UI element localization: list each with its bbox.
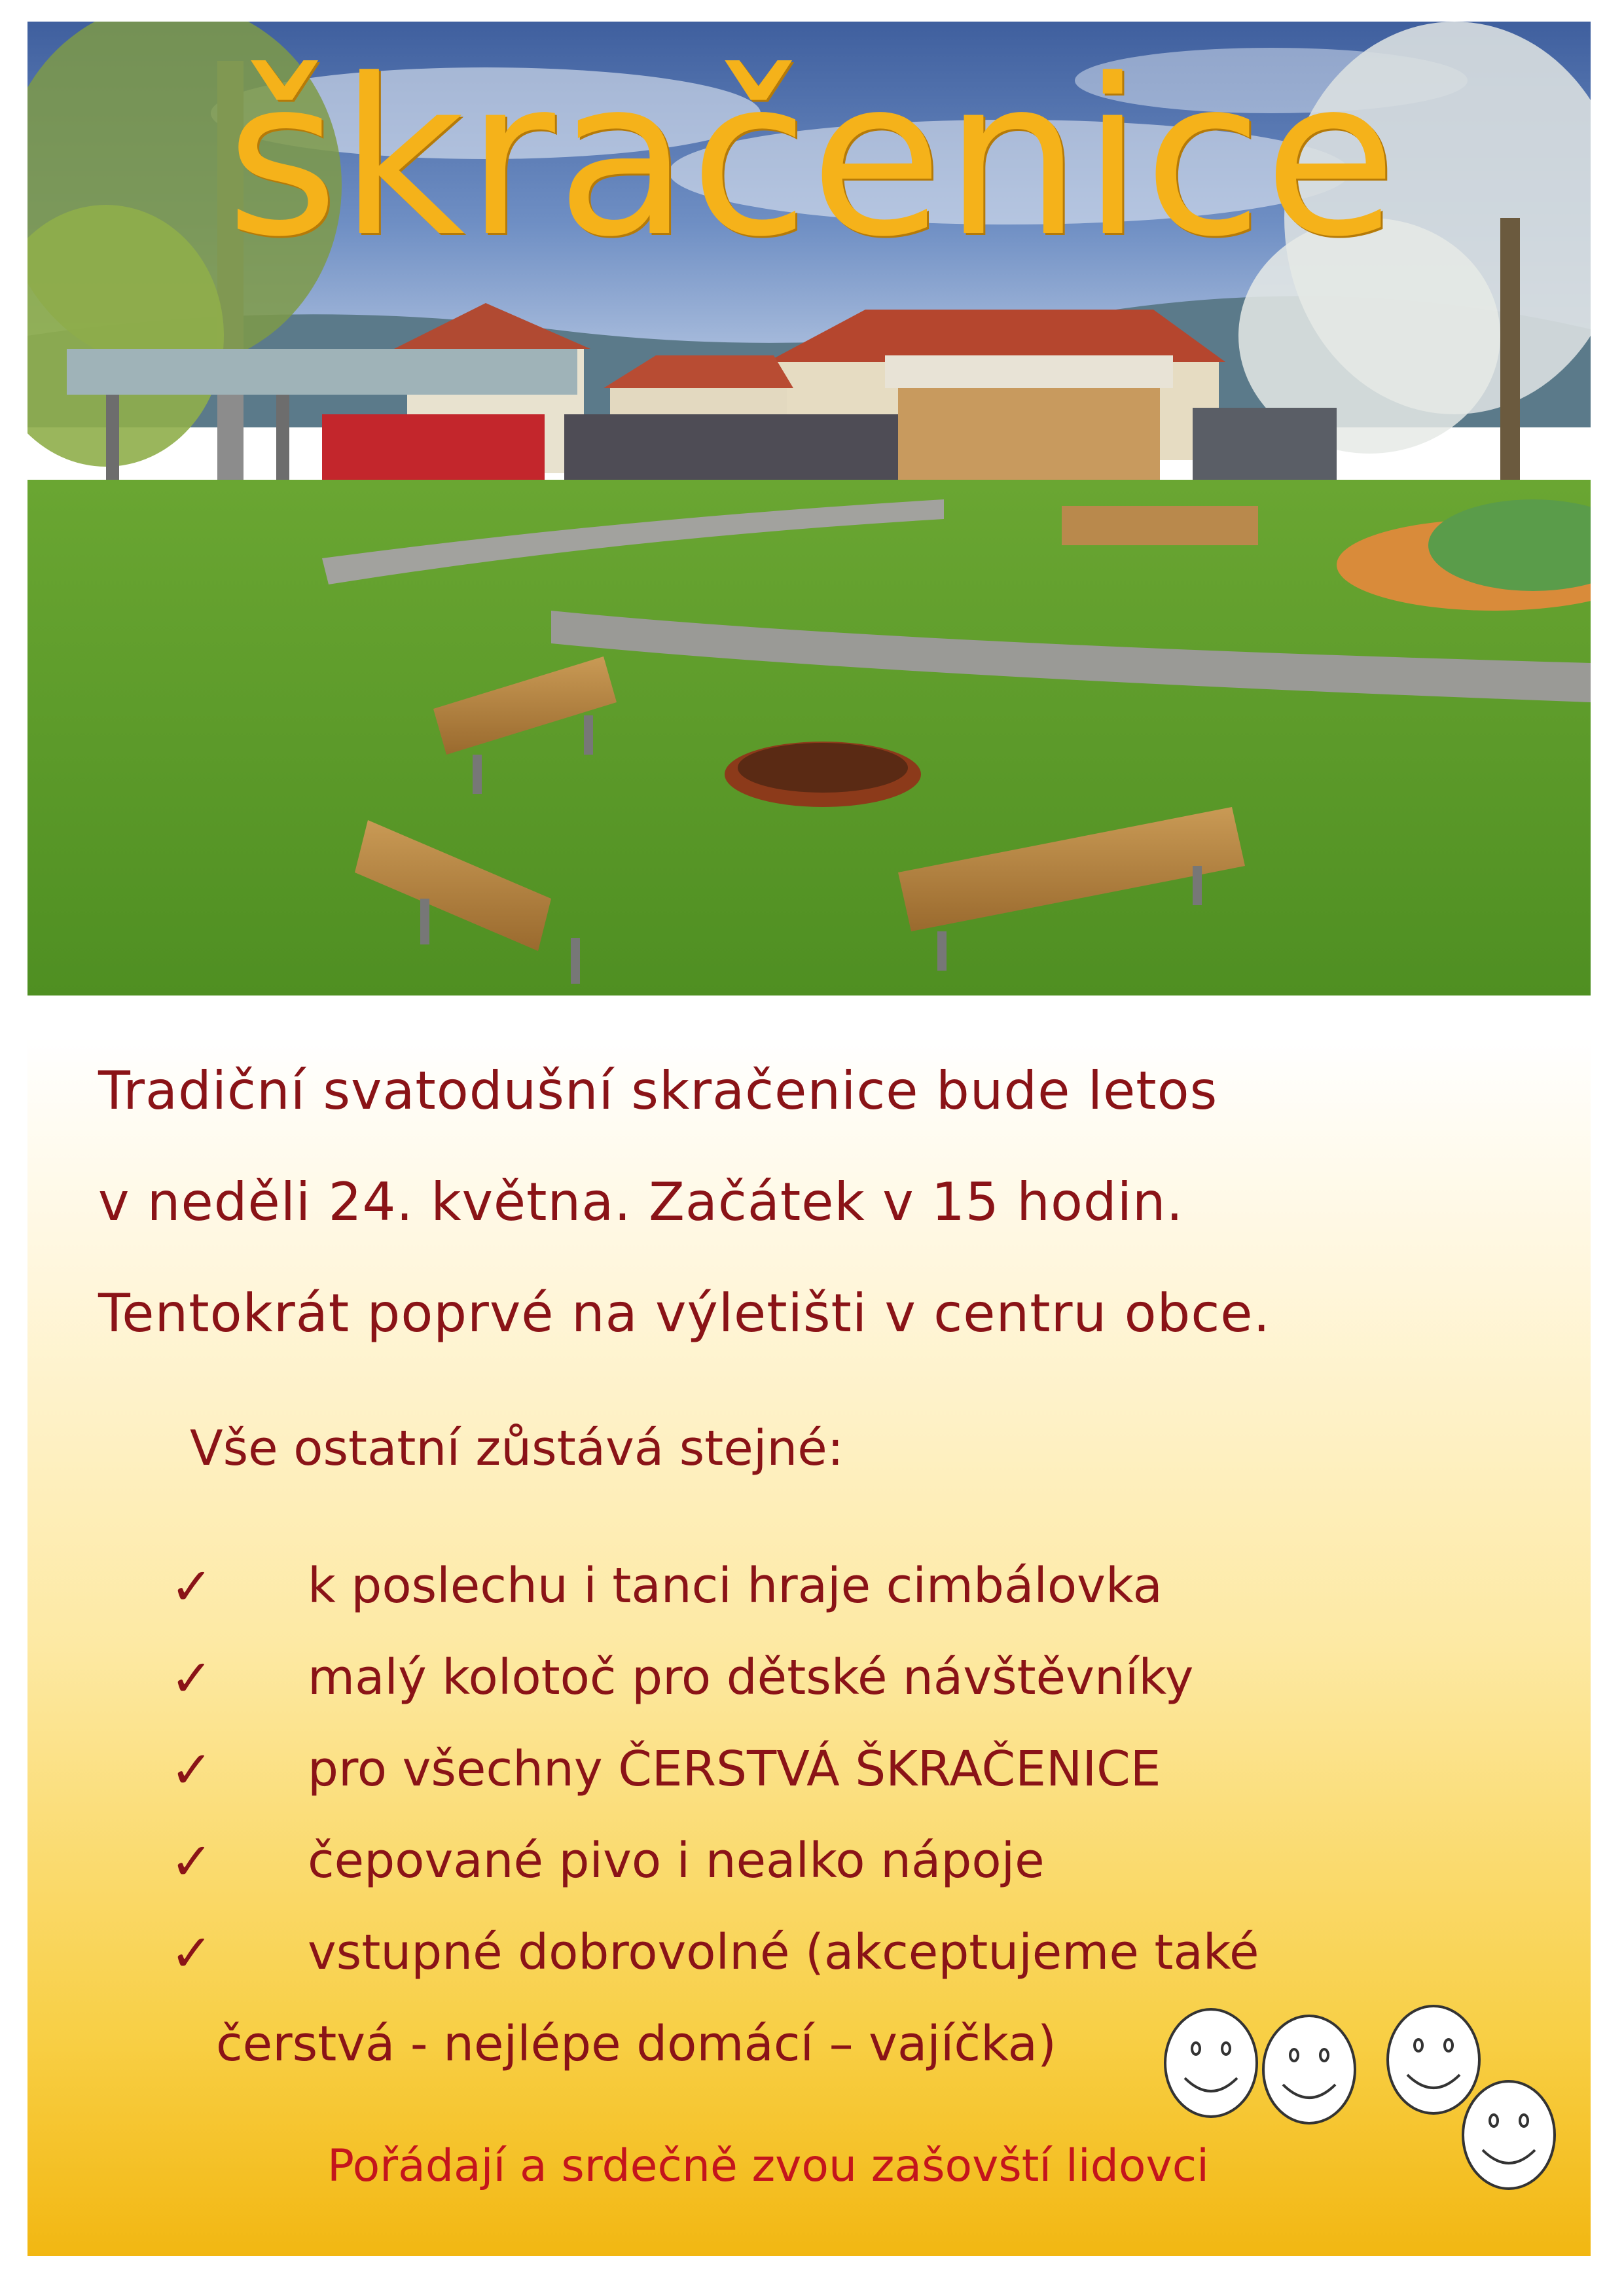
intro-line-2: v neděli 24. května. Začátek v 15 hodin.: [98, 1172, 1184, 1232]
list-item: k poslechu i tanci hraje cimbálovka: [308, 1558, 1163, 1614]
check-icon: ✓: [170, 1924, 213, 1983]
list-item: čepované pivo i nealko nápoje: [308, 1833, 1045, 1889]
list-item: vstupné dobrovolné (akceptujeme také: [308, 1924, 1259, 1981]
check-icon: ✓: [170, 1649, 213, 1708]
intro-line-3: Tentokrát poprvé na výletišti v centru obce.: [98, 1283, 1271, 1344]
list-item: malý kolotoč pro dětské návštěvníky: [308, 1649, 1194, 1706]
page-title: škračenice: [226, 33, 1398, 284]
subheading: Vše ostatní zůstává stejné:: [190, 1420, 844, 1477]
smiley-icon: [1460, 2078, 1558, 2193]
check-icon: ✓: [170, 1741, 213, 1800]
list-item-continuation: čerstvá - nejlépe domácí – vajíčka): [216, 2016, 1056, 2072]
list-item: pro všechny ČERSTVÁ ŠKRAČENICE: [308, 1741, 1161, 1797]
organizer-footer: Pořádají a srdečně zvou zašovští lidovci: [327, 2140, 1210, 2192]
smiley-icon: [1162, 2006, 1260, 2121]
check-icon: ✓: [170, 1833, 213, 1892]
smiley-icon: [1260, 2013, 1358, 2127]
check-icon: ✓: [170, 1558, 213, 1617]
intro-line-1: Tradiční svatodušní skračenice bude letos: [98, 1060, 1218, 1121]
